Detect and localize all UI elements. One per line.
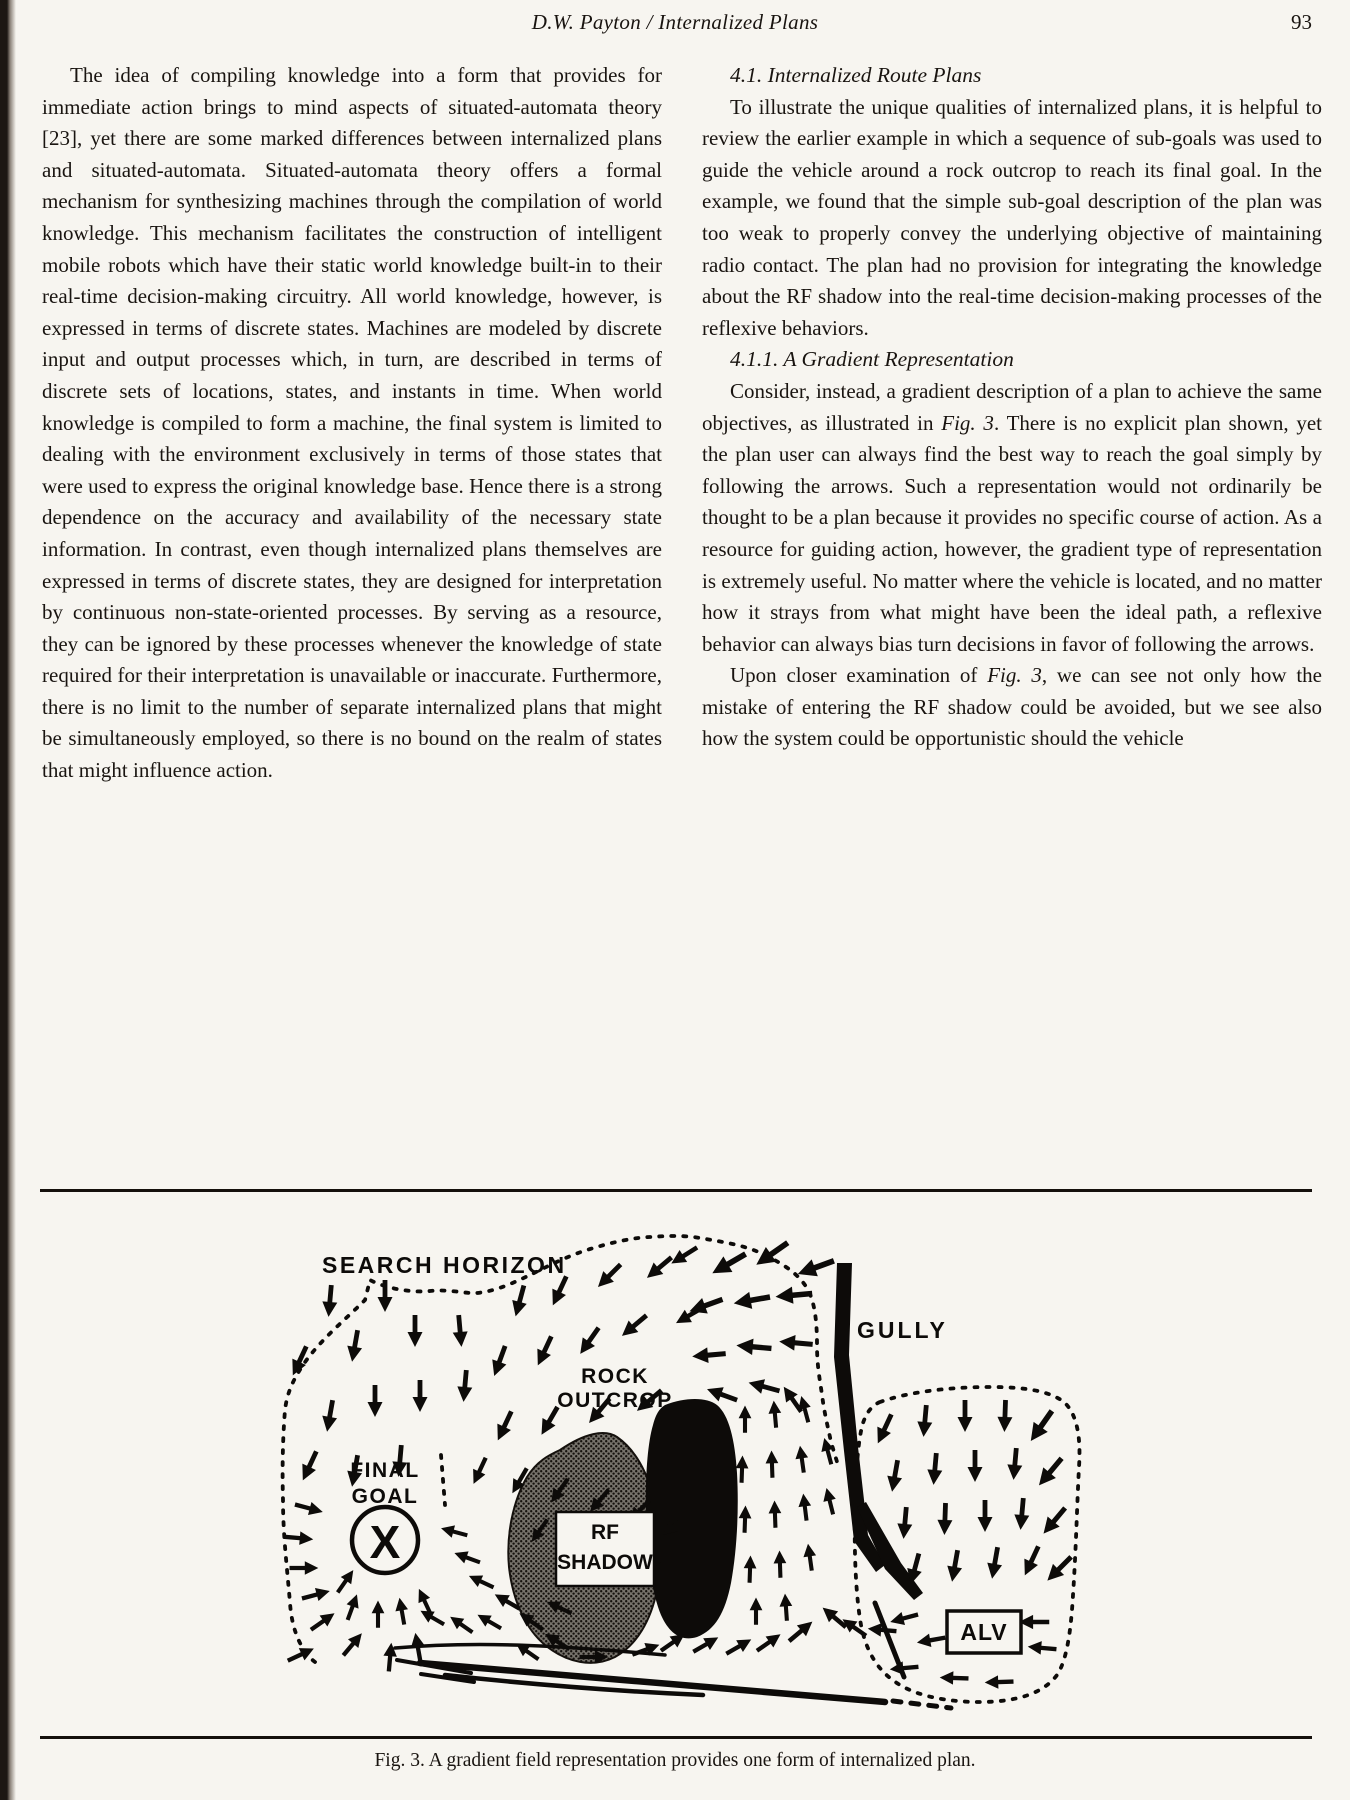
- rf-shadow-label-box: [556, 1512, 654, 1586]
- figure-3-gradient-field: [245, 1205, 1305, 1730]
- gully-label: GULLY: [857, 1317, 948, 1343]
- body-paragraph: Upon closer examination of Fig. 3, we can see not only how the mistake of entering the RF shadow could be avoided, but we see also how the system could be opportunistic should the vehicle: [702, 663, 1322, 751]
- figure-bottom-rule: [40, 1736, 1312, 1739]
- page-number: 93: [1291, 10, 1312, 34]
- final-goal-label: [350, 1459, 419, 1508]
- boundary-fragment: [441, 1455, 445, 1505]
- svg-text:RF: RF: [591, 1521, 619, 1544]
- figure-caption: Fig. 3. A gradient field representation provides one form of internalized plan.: [374, 1750, 976, 1771]
- alv-label: ALV: [960, 1619, 1008, 1645]
- body-paragraph: The idea of compiling knowledge into a form that provides for immediate action brings to mind aspects of situated-automata theory [23], yet there are some marked differences between internalized plans and situated-automata. Situated-automata theory offers a formal mechanism for synthesizing machines through the compilation of world knowledge. This mechanism facilitates the construction of intelligent mobile robots which have their static world knowledge built-in to their real-time decision-making circuitry. All world knowledge, however, is expressed in terms of discrete states. Machines are modeled by discrete input and output processes which, in turn, are described in terms of discrete sets of locations, states, and instants in time. When world knowledge is compiled to form a machine, the final system is limited to dealing with the environment exclusively in terms of those states that were used to express the original knowledge base. Hence there is a strong dependence on the accuracy and availability of the necessary state information. In contrast, even though internalized plans themselves are expressed in terms of discrete states, they are designed for interpretation by continuous non-state-oriented processes. By serving as a resource, they can be ignored by these processes whenever the knowledge of state required for their interpretation is unavailable or inaccurate. Furthermore, there is no limit to the number of separate internalized plans that might be simultaneously employed, so there is no bound on the realm of states that might influence action.: [42, 63, 662, 783]
- goal-x-glyph: X: [369, 1516, 401, 1568]
- body-paragraph: To illustrate the unique qualities of internalized plans, it is helpful to review the earlier example in which a sequence of sub-goals was used to guide the vehicle around a rock outcrop to reach its final goal. In the example, we found that the simple sub-goal description of the plan was too weak to properly convey the underlying objective of maintaining radio contact. The plan had no provision for integrating the knowledge about the RF shadow into the real-time decision-making processes of the reflexive behaviors.: [702, 94, 1322, 340]
- rock-outcrop-shape: [646, 1399, 738, 1638]
- left-text-column: [42, 60, 662, 787]
- svg-text:SHADOW: SHADOW: [557, 1551, 653, 1574]
- figure-top-rule: [40, 1189, 1312, 1192]
- road-lines: [395, 1644, 951, 1708]
- svg-text:FINAL: FINAL: [350, 1459, 420, 1482]
- section-heading: 4.1. Internalized Route Plans: [730, 63, 982, 87]
- svg-text:GOAL: GOAL: [351, 1485, 419, 1508]
- subsection-heading: 4.1.1. A Gradient Representation: [730, 347, 1014, 372]
- right-text-column: [702, 60, 1322, 755]
- running-header: D.W. Payton / Internalized Plans: [531, 10, 819, 34]
- scan-gutter-shadow: [0, 0, 16, 1800]
- alv-box: [947, 1611, 1021, 1653]
- search-horizon-label: SEARCH HORIZON: [322, 1252, 567, 1278]
- goal-x-marker: [352, 1507, 418, 1573]
- body-paragraph: Consider, instead, a gradient description of a plan to achieve the same objectives, as illustrated in Fig. 3. There is no explicit plan shown, yet the plan user can always find the best way to reach the goal simply by following the arrows. Such a representation would not ordinarily be thought to be a plan because it provides no specific course of action. As a resource for guiding action, however, the gradient type of representation is extremely useful. No matter where the vehicle is located, and no matter how it strays from what might have been the ideal path, a reflexive behavior can always bias turn decisions in favor of following the arrows.: [702, 378, 1322, 656]
- svg-text:ROCK: ROCK: [581, 1365, 649, 1388]
- rock-outcrop-label: [557, 1365, 673, 1412]
- svg-text:OUTCROP: OUTCROP: [557, 1389, 673, 1412]
